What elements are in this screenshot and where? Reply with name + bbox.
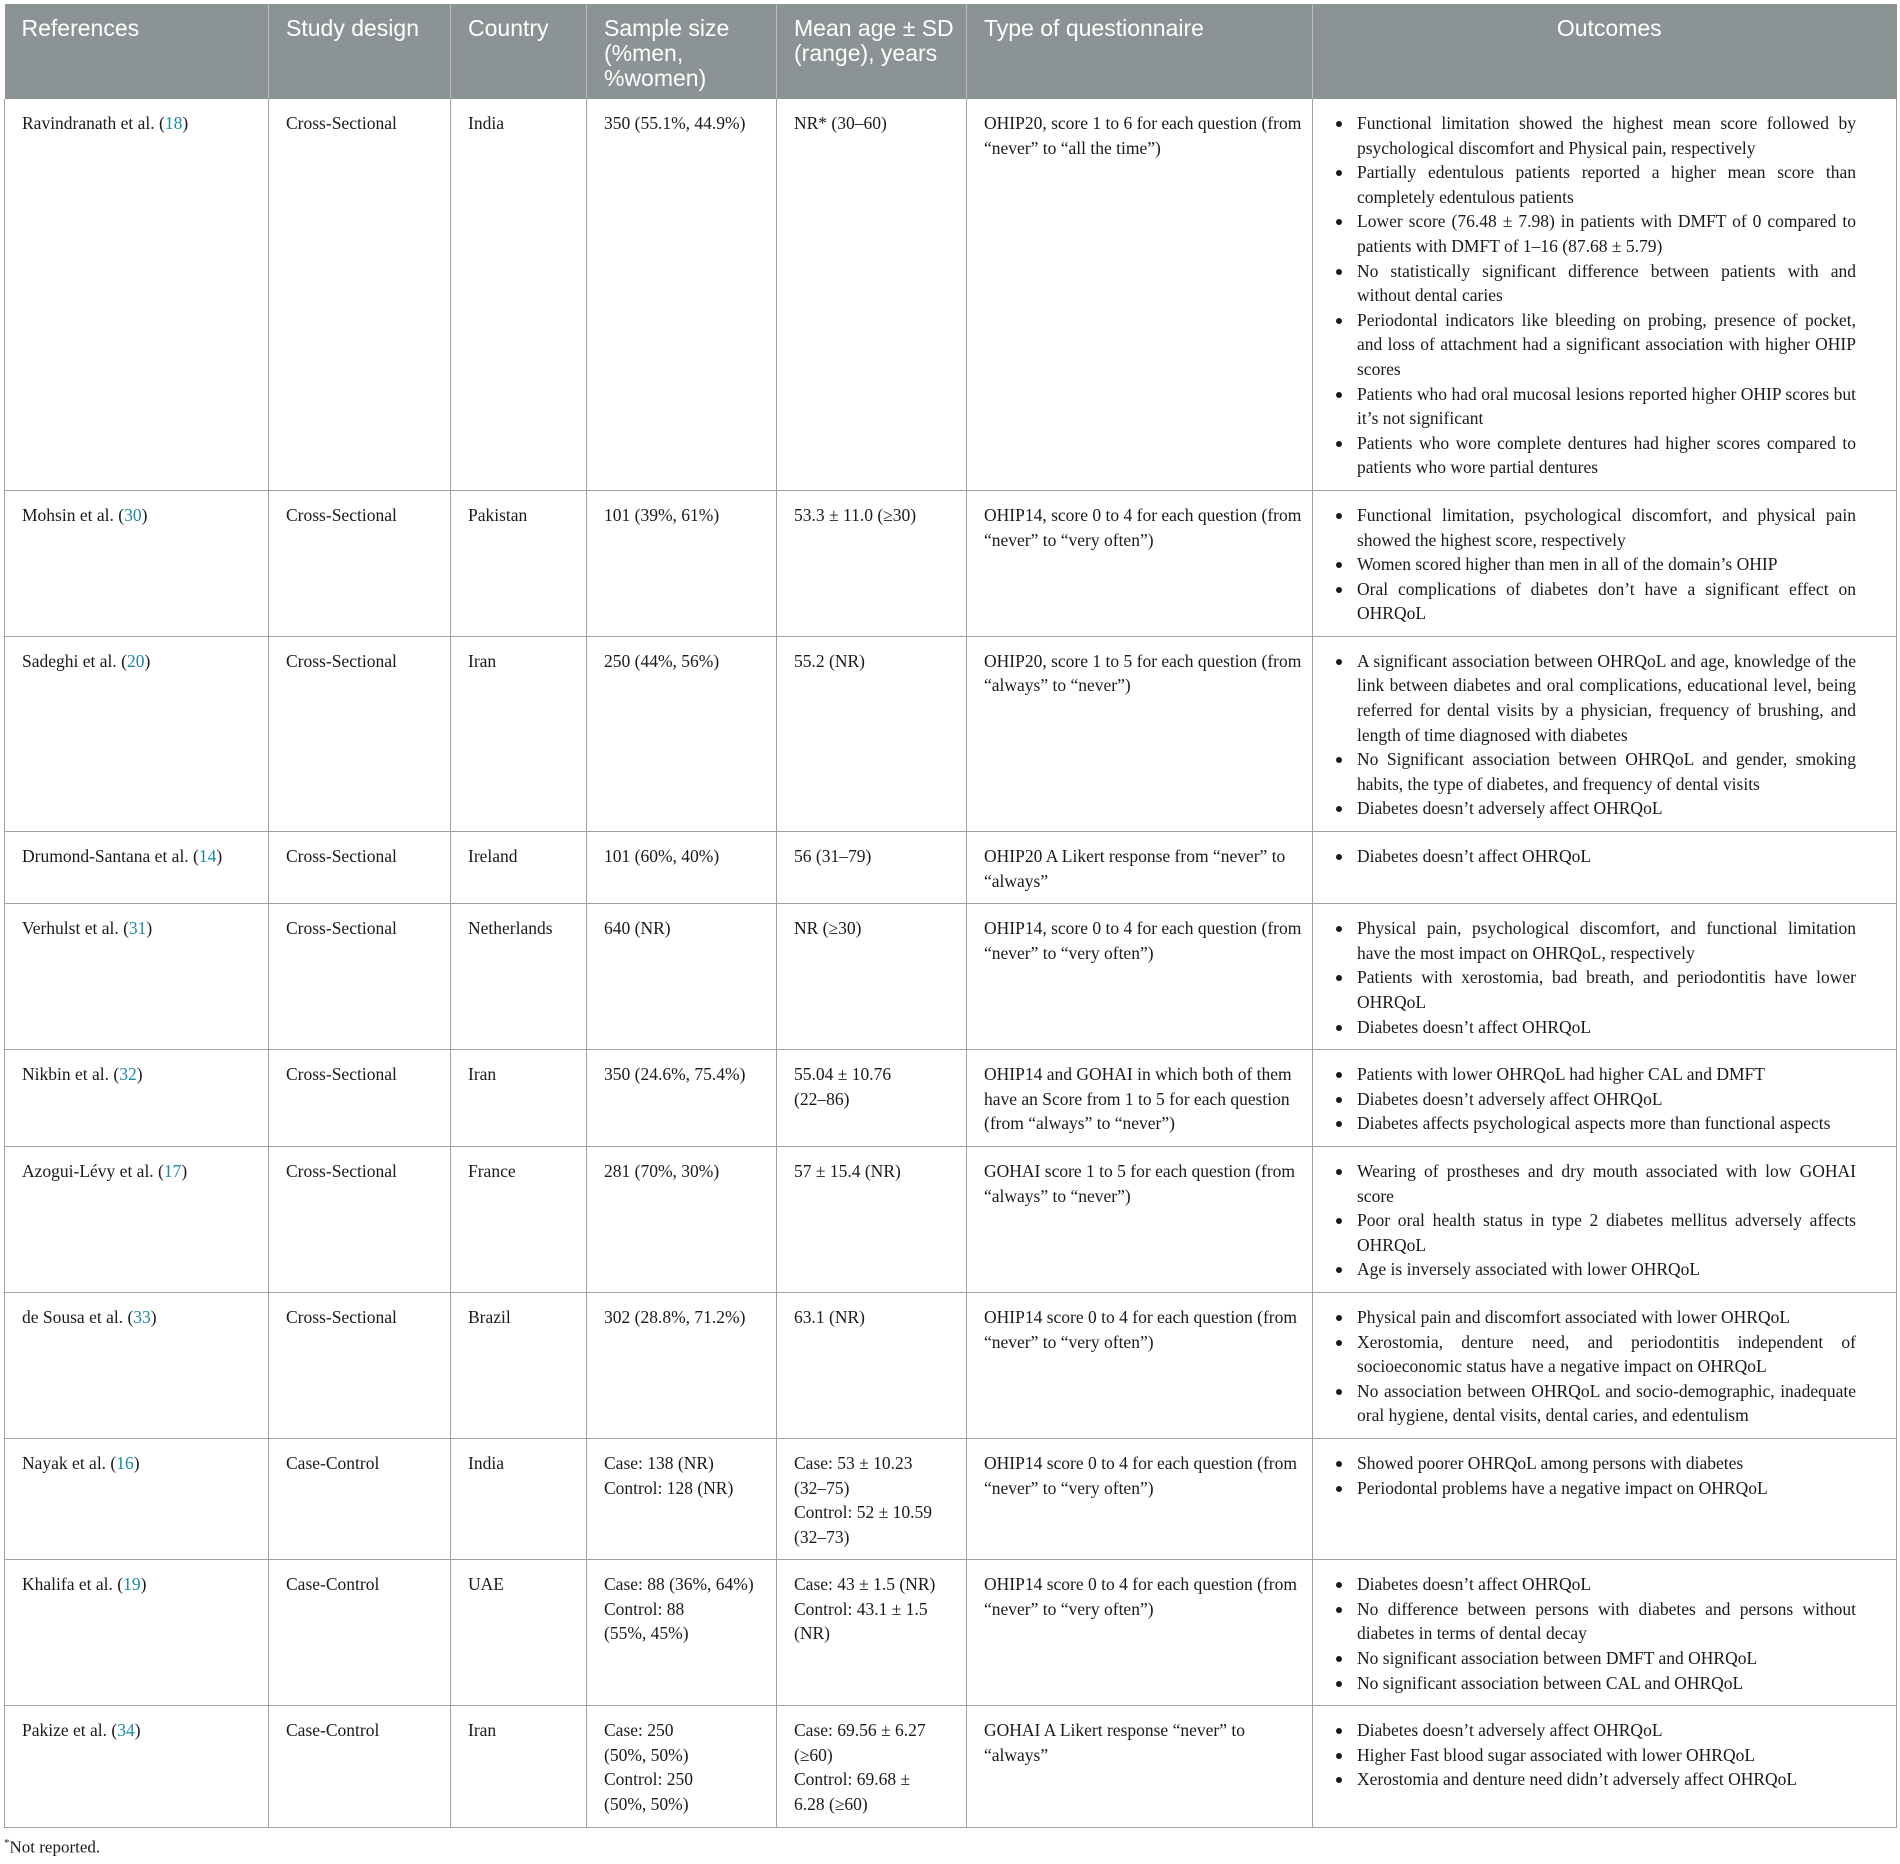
footnote-text: Not reported. xyxy=(9,1837,101,1857)
outcome-item: No significant association between CAL and OHRQoL xyxy=(1323,1671,1856,1696)
cell-mean-age-line: Control: 52 ± 10.59 xyxy=(794,1502,932,1523)
outcome-item: Diabetes doesn’t adversely affect OHRQoL xyxy=(1323,796,1856,821)
outcomes-list xyxy=(1323,1159,1856,1282)
table-row xyxy=(5,1438,1897,1559)
outcome-item: No difference between persons with diabetes and persons without diabetes in terms of dental decay xyxy=(1323,1597,1856,1646)
cell-study-design: Cross-Sectional xyxy=(269,636,451,831)
cell-mean-age-line: Case: 43 ± 1.5 (NR) xyxy=(794,1574,936,1595)
reference-close: ) xyxy=(181,1160,188,1181)
table-row xyxy=(5,1050,1897,1147)
cell-sample-size-line: 101 (60%, 40%) xyxy=(604,846,720,867)
outcome-item: Partially edentulous patients reported a higher mean score than completely edentulous patients xyxy=(1323,160,1856,209)
cell-questionnaire: OHIP14, score 0 to 4 for each question (from “never” to “very often”) xyxy=(967,490,1313,636)
cell-mean-age-line: 55.2 (NR) xyxy=(794,650,865,671)
outcome-item: Diabetes doesn’t affect OHRQoL xyxy=(1323,1572,1856,1597)
cell-questionnaire: OHIP14, score 0 to 4 for each question (from “never” to “very often”) xyxy=(967,904,1313,1050)
cell-questionnaire: OHIP14 score 0 to 4 for each question (from “never” to “very often”) xyxy=(967,1292,1313,1438)
cell-mean-age-line: NR* (30–60) xyxy=(794,113,887,133)
outcome-item: Oral complications of diabetes don’t have a significant effect on OHRQoL xyxy=(1323,577,1856,626)
cell-mean-age-line: Control: 43.1 ± 1.5 xyxy=(794,1598,928,1619)
cell-questionnaire: OHIP14 score 0 to 4 for each question (from “never” to “very often”) xyxy=(967,1438,1313,1559)
cell-reference xyxy=(5,1438,269,1559)
outcome-item: Diabetes affects psychological aspects more than functional aspects xyxy=(1323,1111,1856,1136)
reference-close: ) xyxy=(134,1720,141,1741)
cell-questionnaire: OHIP14 score 0 to 4 for each question (from “never” to “very often”) xyxy=(967,1560,1313,1706)
cell-country: India xyxy=(451,99,587,490)
outcomes-list xyxy=(1323,1572,1856,1695)
cell-reference xyxy=(5,904,269,1050)
cell-mean-age-line: 57 ± 15.4 (NR) xyxy=(794,1160,901,1181)
cell-study-design: Cross-Sectional xyxy=(269,490,451,636)
cell-study-design: Cross-Sectional xyxy=(269,1146,451,1292)
cell-sample-size-line: 640 (NR) xyxy=(604,918,671,939)
cell-outcomes xyxy=(1313,490,1897,636)
reference-close: ) xyxy=(136,1064,143,1085)
reference-author: Pakize et al. ( xyxy=(22,1720,118,1741)
cell-country: Pakistan xyxy=(451,490,587,636)
cell-mean-age-line: 56 (31–79) xyxy=(794,846,872,867)
outcome-item: Functional limitation showed the highest mean score followed by psychological discomfort and Physical pain, respectively xyxy=(1323,111,1856,160)
cell-study-design: Cross-Sectional xyxy=(269,1050,451,1147)
cell-questionnaire: OHIP14 and GOHAI in which both of them have an Score from 1 to 5 for each question (from “always” to “never”) xyxy=(967,1050,1313,1147)
cell-sample-size xyxy=(587,490,777,636)
cell-sample-size-line: Case: 138 (NR) xyxy=(604,1452,714,1473)
reference-author: Ravindranath et al. ( xyxy=(22,113,165,133)
cell-country: Brazil xyxy=(451,1292,587,1438)
outcome-item: Poor oral health status in type 2 diabetes mellitus adversely affects OHRQoL xyxy=(1323,1208,1856,1257)
cell-mean-age xyxy=(777,1292,967,1438)
header-questionnaire: Type of questionnaire xyxy=(967,4,1313,99)
cell-mean-age xyxy=(777,490,967,636)
cell-mean-age-line: NR (≥30) xyxy=(794,918,862,939)
reference-link[interactable]: 16 xyxy=(116,1452,134,1473)
reference-link[interactable]: 14 xyxy=(198,846,217,867)
reference-link[interactable]: 33 xyxy=(133,1306,151,1327)
cell-sample-size-line: 302 (28.8%, 71.2%) xyxy=(604,1306,746,1327)
cell-country: Iran xyxy=(451,1706,587,1827)
outcomes-list xyxy=(1323,1305,1856,1428)
outcomes-list xyxy=(1323,916,1856,1039)
cell-mean-age-line: (32–73) xyxy=(794,1526,850,1547)
outcome-item: Periodontal indicators like bleeding on probing, presence of pocket, and loss of attachment had a significant association with higher OHIP scores xyxy=(1323,308,1856,382)
table-body xyxy=(5,99,1897,1827)
outcome-item: Patients with xerostomia, bad breath, and periodontitis have lower OHRQoL xyxy=(1323,965,1856,1014)
cell-sample-size-line: Case: 250 xyxy=(604,1720,674,1741)
header-study-design: Study design xyxy=(269,4,451,99)
table-row xyxy=(5,904,1897,1050)
outcome-item: Physical pain, psychological discomfort, and functional limitation have the most impact on OHRQoL, respectively xyxy=(1323,916,1856,965)
cell-study-design: Cross-Sectional xyxy=(269,904,451,1050)
cell-mean-age xyxy=(777,1438,967,1559)
cell-questionnaire: GOHAI A Likert response “never” to “always” xyxy=(967,1706,1313,1827)
reference-author: Azogui-Lévy et al. ( xyxy=(22,1160,164,1181)
reference-link[interactable]: 19 xyxy=(123,1574,141,1595)
reference-link[interactable]: 31 xyxy=(128,918,147,939)
cell-outcomes xyxy=(1313,1146,1897,1292)
header-mean-age: Mean age ± SD (range), years xyxy=(777,4,967,99)
cell-sample-size-line: 250 (44%, 56%) xyxy=(604,650,720,671)
cell-sample-size-line: Case: 88 (36%, 64%) xyxy=(604,1574,754,1595)
reference-link[interactable]: 18 xyxy=(164,113,183,133)
outcome-item: No Significant association between OHRQoL and gender, smoking habits, the type of diabetes, and frequency of dental visits xyxy=(1323,747,1856,796)
cell-sample-size xyxy=(587,832,777,904)
cell-sample-size-line: 101 (39%, 61%) xyxy=(604,504,720,525)
cell-country: UAE xyxy=(451,1560,587,1706)
cell-outcomes xyxy=(1313,99,1897,490)
cell-reference xyxy=(5,1560,269,1706)
cell-sample-size xyxy=(587,904,777,1050)
footnote-marker: * xyxy=(4,1836,10,1849)
outcome-item: Physical pain and discomfort associated with lower OHRQoL xyxy=(1323,1305,1856,1330)
outcomes-list xyxy=(1323,1718,1856,1792)
outcomes-list xyxy=(1323,1062,1856,1136)
header-row xyxy=(5,4,1897,99)
outcome-item: Patients with lower OHRQoL had higher CAL and DMFT xyxy=(1323,1062,1856,1087)
cell-sample-size xyxy=(587,1560,777,1706)
reference-author: Drumond-Santana et al. ( xyxy=(22,846,199,867)
outcome-item: Diabetes doesn’t affect OHRQoL xyxy=(1323,1015,1856,1040)
outcome-item: Women scored higher than men in all of the domain’s OHIP xyxy=(1323,552,1856,577)
reference-link[interactable]: 20 xyxy=(126,650,145,671)
cell-reference xyxy=(5,1292,269,1438)
cell-sample-size-line: 281 (70%, 30%) xyxy=(604,1160,720,1181)
table-row xyxy=(5,832,1897,904)
outcome-item: A significant association between OHRQoL and age, knowledge of the link between diabetes and oral complications, educational level, being referred for dental visits by a physician, frequency of brushing, and length of time diagnosed with diabetes xyxy=(1323,649,1856,747)
header-references: References xyxy=(5,4,269,99)
cell-study-design: Cross-Sectional xyxy=(269,832,451,904)
cell-mean-age xyxy=(777,636,967,831)
cell-sample-size-line: (50%, 50%) xyxy=(604,1794,689,1815)
outcome-item: No statistically significant difference between patients with and without dental caries xyxy=(1323,259,1856,308)
cell-mean-age xyxy=(777,832,967,904)
cell-sample-size xyxy=(587,99,777,490)
reference-link[interactable]: 34 xyxy=(117,1720,135,1741)
table-row xyxy=(5,1292,1897,1438)
outcome-item: Patients who wore complete dentures had higher scores compared to patients who wore partial dentures xyxy=(1323,431,1856,480)
cell-reference xyxy=(5,1050,269,1147)
cell-country: Netherlands xyxy=(451,904,587,1050)
cell-reference xyxy=(5,1146,269,1292)
reference-link[interactable]: 17 xyxy=(163,1160,182,1181)
outcome-item: No association between OHRQoL and socio-demographic, inadequate oral hygiene, dental visits, dental caries, and edentulism xyxy=(1323,1379,1856,1428)
cell-sample-size xyxy=(587,1146,777,1292)
cell-mean-age-line: Control: 69.68 ± xyxy=(794,1769,911,1790)
cell-outcomes xyxy=(1313,1706,1897,1827)
cell-sample-size xyxy=(587,1292,777,1438)
cell-study-design: Cross-Sectional xyxy=(269,1292,451,1438)
outcome-item: Patients who had oral mucosal lesions reported higher OHIP scores but it’s not significant xyxy=(1323,382,1856,431)
cell-sample-size xyxy=(587,1050,777,1147)
reference-link[interactable]: 30 xyxy=(124,504,142,525)
cell-mean-age-line: (NR) xyxy=(794,1623,830,1644)
cell-country: India xyxy=(451,1438,587,1559)
cell-mean-age-line: Case: 69.56 ± 6.27 xyxy=(794,1720,926,1741)
cell-mean-age xyxy=(777,99,967,490)
cell-mean-age-line: (≥60) xyxy=(794,1744,833,1765)
cell-study-design: Case-Control xyxy=(269,1560,451,1706)
outcome-item: Diabetes doesn’t adversely affect OHRQoL xyxy=(1323,1718,1856,1743)
reference-close: ) xyxy=(140,1574,147,1595)
cell-mean-age xyxy=(777,904,967,1050)
outcome-item: Diabetes doesn’t affect OHRQoL xyxy=(1323,844,1856,869)
cell-country: Iran xyxy=(451,636,587,831)
cell-outcomes xyxy=(1313,832,1897,904)
cell-mean-age-line: (22–86) xyxy=(794,1088,850,1109)
outcome-item: Xerostomia, denture need, and periodontitis independent of socioeconomic status have a negative impact on OHRQoL xyxy=(1323,1330,1856,1379)
cell-outcomes xyxy=(1313,1292,1897,1438)
cell-mean-age-line: (32–75) xyxy=(794,1477,850,1498)
outcome-item: Showed poorer OHRQoL among persons with diabetes xyxy=(1323,1451,1856,1476)
cell-sample-size-line: 350 (24.6%, 75.4%) xyxy=(604,1064,746,1085)
outcome-item: Periodontal problems have a negative impact on OHRQoL xyxy=(1323,1476,1856,1501)
outcomes-list xyxy=(1323,111,1856,480)
cell-sample-size-line: 350 (55.1%, 44.9%) xyxy=(604,113,746,133)
reference-close: ) xyxy=(141,504,148,525)
cell-reference xyxy=(5,636,269,831)
reference-author: Verhulst et al. ( xyxy=(22,918,129,939)
cell-study-design: Cross-Sectional xyxy=(269,99,451,490)
cell-reference xyxy=(5,490,269,636)
table-row xyxy=(5,99,1897,490)
cell-mean-age-line: 6.28 (≥60) xyxy=(794,1794,868,1815)
cell-mean-age-line: 63.1 (NR) xyxy=(794,1306,865,1327)
outcome-item: Higher Fast blood sugar associated with lower OHRQoL xyxy=(1323,1743,1856,1768)
cell-sample-size-line: (55%, 45%) xyxy=(604,1623,689,1644)
cell-mean-age-line: 53.3 ± 11.0 (≥30) xyxy=(794,504,917,525)
table-row xyxy=(5,1706,1897,1827)
cell-outcomes xyxy=(1313,1050,1897,1147)
cell-study-design: Case-Control xyxy=(269,1706,451,1827)
outcomes-list xyxy=(1323,503,1856,626)
cell-questionnaire: OHIP20 A Likert response from “never” to “always” xyxy=(967,832,1313,904)
cell-mean-age xyxy=(777,1560,967,1706)
outcome-item: Age is inversely associated with lower OHRQoL xyxy=(1323,1257,1856,1282)
cell-questionnaire: OHIP20, score 1 to 6 for each question (from “never” to “all the time”) xyxy=(967,99,1313,490)
header-country: Country xyxy=(451,4,587,99)
outcome-item: Lower score (76.48 ± 7.98) in patients with DMFT of 0 compared to patients with DMFT of 1–16 (87.68 ± 5.79) xyxy=(1323,209,1856,258)
outcome-item: Functional limitation, psychological discomfort, and physical pain showed the highest score, respectively xyxy=(1323,503,1856,552)
outcomes-list xyxy=(1323,649,1856,821)
reference-link[interactable]: 32 xyxy=(119,1064,137,1085)
outcomes-list xyxy=(1323,1451,1856,1500)
cell-outcomes xyxy=(1313,904,1897,1050)
cell-country: Ireland xyxy=(451,832,587,904)
outcome-item: Diabetes doesn’t adversely affect OHRQoL xyxy=(1323,1087,1856,1112)
cell-sample-size-line: Control: 250 xyxy=(604,1769,693,1790)
reference-author: Khalifa et al. ( xyxy=(22,1574,124,1595)
table-row xyxy=(5,490,1897,636)
reference-author: de Sousa et al. ( xyxy=(22,1306,134,1327)
reference-author: Sadeghi et al. ( xyxy=(22,650,127,671)
cell-mean-age xyxy=(777,1146,967,1292)
cell-outcomes xyxy=(1313,1560,1897,1706)
cell-study-design: Case-Control xyxy=(269,1438,451,1559)
outcome-item: Xerostomia and denture need didn’t adversely affect OHRQoL xyxy=(1323,1767,1856,1792)
header-sample-size: Sample size (%men, %women) xyxy=(587,4,777,99)
table-row xyxy=(5,636,1897,831)
table-row xyxy=(5,1146,1897,1292)
outcomes-list xyxy=(1323,844,1856,869)
cell-outcomes xyxy=(1313,1438,1897,1559)
cell-reference xyxy=(5,832,269,904)
cell-sample-size xyxy=(587,636,777,831)
cell-mean-age xyxy=(777,1706,967,1827)
reference-close: ) xyxy=(182,113,189,133)
footnote xyxy=(4,1832,1898,1859)
cell-sample-size-line: (50%, 50%) xyxy=(604,1744,689,1765)
cell-sample-size xyxy=(587,1706,777,1827)
outcome-item: Wearing of prostheses and dry mouth associated with low GOHAI score xyxy=(1323,1159,1856,1208)
reference-close: ) xyxy=(150,1306,157,1327)
cell-sample-size-line: Control: 128 (NR) xyxy=(604,1477,734,1498)
studies-table xyxy=(4,4,1897,1828)
cell-mean-age xyxy=(777,1050,967,1147)
cell-questionnaire: GOHAI score 1 to 5 for each question (from “always” to “never”) xyxy=(967,1146,1313,1292)
cell-reference xyxy=(5,99,269,490)
cell-country: Iran xyxy=(451,1050,587,1147)
reference-close: ) xyxy=(144,650,151,671)
reference-close: ) xyxy=(146,918,153,939)
reference-author: Nayak et al. ( xyxy=(22,1452,117,1473)
reference-close: ) xyxy=(133,1452,140,1473)
cell-sample-size xyxy=(587,1438,777,1559)
cell-questionnaire: OHIP20, score 1 to 5 for each question (from “always” to “never”) xyxy=(967,636,1313,831)
cell-sample-size-line: Control: 88 xyxy=(604,1598,685,1619)
cell-mean-age-line: 55.04 ± 10.76 xyxy=(794,1064,892,1085)
cell-country: France xyxy=(451,1146,587,1292)
cell-reference xyxy=(5,1706,269,1827)
header-outcomes: Outcomes xyxy=(1313,4,1897,99)
reference-author: Nikbin et al. ( xyxy=(22,1064,120,1085)
table-row xyxy=(5,1560,1897,1706)
reference-author: Mohsin et al. ( xyxy=(22,504,125,525)
cell-mean-age-line: Case: 53 ± 10.23 xyxy=(794,1452,913,1473)
outcome-item: No significant association between DMFT and OHRQoL xyxy=(1323,1646,1856,1671)
reference-close: ) xyxy=(216,846,223,867)
cell-outcomes xyxy=(1313,636,1897,831)
